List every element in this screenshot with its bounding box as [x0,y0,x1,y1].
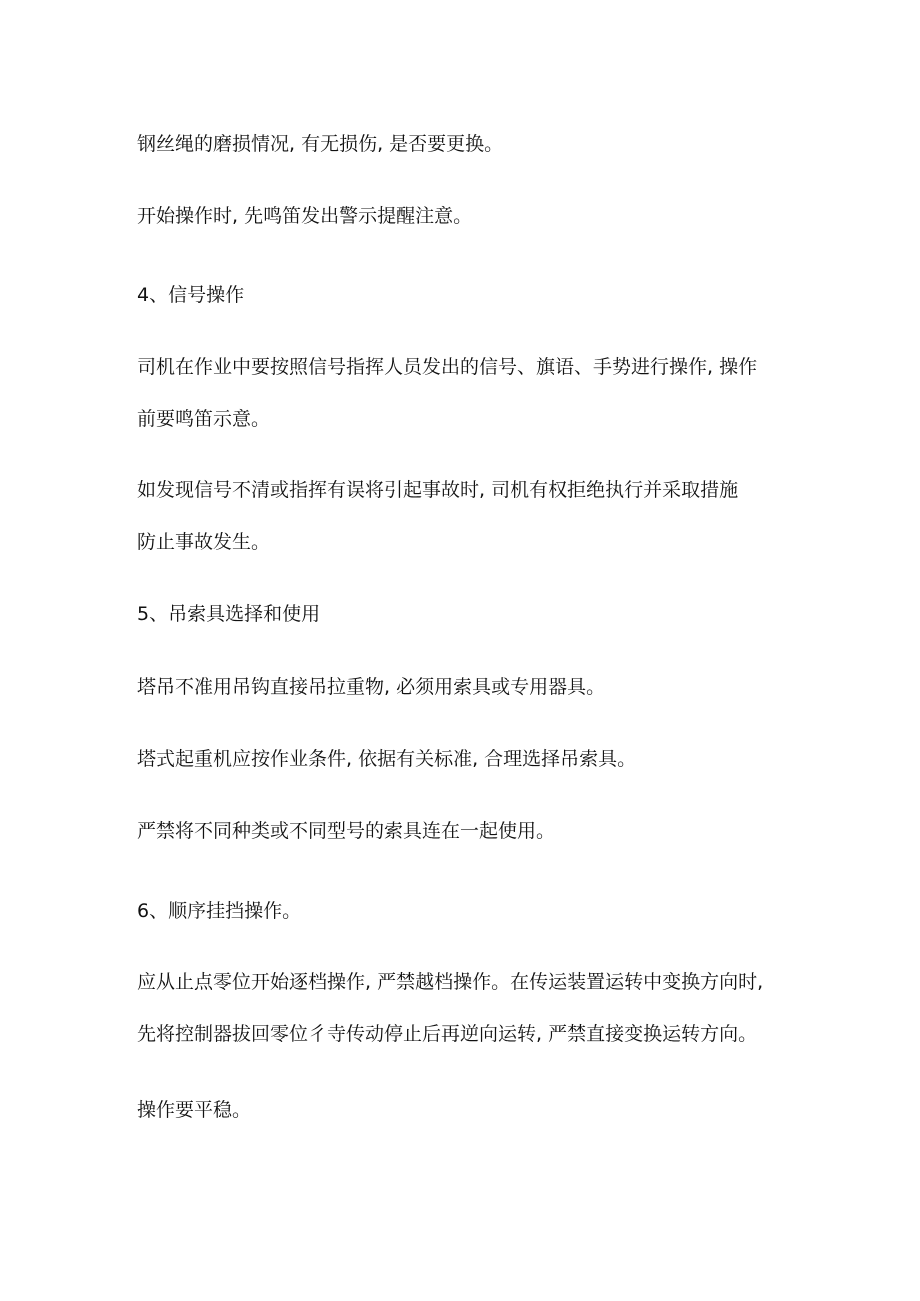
text-line-gear-instruction-2: 先将控制器拔回零位彳寺传动停止后再逆向运转, 严禁直接变换运转方向。 [137,1023,758,1045]
text-line-gear-instruction-1: 应从止点零位开始逐档操作, 严禁越档操作。在传运装置运转中变换方向时, [137,971,764,993]
text-line-operate-smoothly: 操作要平稳。 [137,1099,252,1121]
text-line-refuse-instruction-1: 如发现信号不清或指挥有误将引起事故时, 司机有权拒绝执行并采取措施 [137,479,739,501]
text-line-signal-instruction-1: 司机在作业中要按照信号指挥人员发出的信号、旗语、手势进行操作, 操作 [137,356,758,378]
section-heading-rigging-selection: 5、吊索具选择和使用 [137,603,321,625]
text-line-choose-rigging: 塔式起重机应按作业条件, 依据有关标准, 合理选择吊索具。 [137,748,637,770]
section-heading-gear-sequence: 6、顺序挂挡操作。 [137,900,302,922]
text-line-start-operation-warning: 开始操作时, 先鸣笛发出警示提醒注意。 [137,205,473,227]
text-line-no-mixed-rigging: 严禁将不同种类或不同型号的索具连在一起使用。 [137,820,556,842]
text-line-signal-instruction-2: 前要鸣笛示意。 [137,408,271,430]
text-line-wire-rope-check: 钢丝绳的磨损情况, 有无损伤, 是否要更换。 [137,133,504,155]
section-heading-signal-operation: 4、信号操作 [137,284,245,306]
text-line-refuse-instruction-2: 防止事故发生。 [137,531,271,553]
text-line-no-direct-hook: 塔吊不准用吊钩直接吊拉重物, 必须用索具或专用器具。 [137,676,606,698]
